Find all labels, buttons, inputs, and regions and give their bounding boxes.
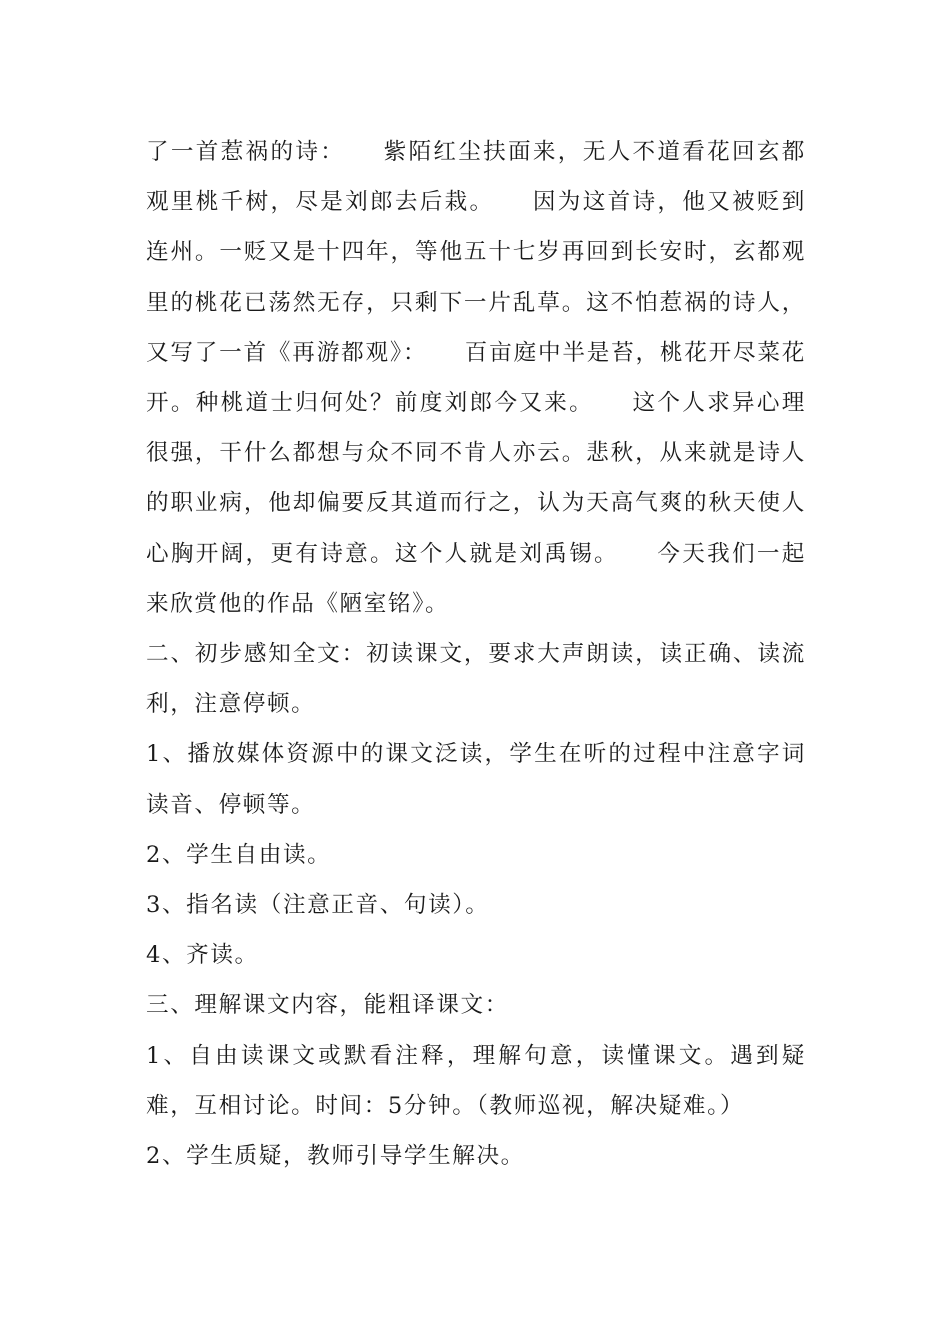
- document-body: [146, 127, 806, 1181]
- list-item: 1、自由读课文或默看注释，理解句意，读懂课文。遇到疑难，互相讨论。时间：5分钟。（教师巡视，解决疑难。）: [146, 1042, 806, 1119]
- section-heading-3: 三、理解课文内容，能粗译课文：: [146, 992, 509, 1019]
- list-item: 4、齐读。: [146, 942, 259, 969]
- list-item: 3、指名读（注意正音、句读）。: [146, 892, 490, 919]
- list-item: 2、学生自由读。: [146, 841, 332, 868]
- paragraph-intro-story: 了一首惹祸的诗： 紫陌红尘扶面来，无人不道看花回玄都观里桃千树，尽是刘郎去后栽。 因为这首诗，他又被贬到连州。一贬又是十四年，等他五十七岁再回到长安时，玄都观里的桃花已荡然无存，只剩下一片乱草。这不怕惹祸的诗人，又写了一首《再游都观》： 百亩庭中半是苔，桃花开尽菜花开。种桃道士归何处？前度刘郎今又来。 这个人求异心理很强，干什么都想与众不同不肯人亦云。悲秋，从来就是诗人的职业病，他却偏要反其道而行之，认为天高气爽的秋天使人心胸开阔，更有诗意。这个人就是刘禹锡。 今天我们一起来欣赏他的作品《陋室铭》。: [146, 139, 806, 617]
- section-heading-2: 二、初步感知全文：初读课文，要求大声朗读，读正确、读流利，注意停顿。: [146, 641, 806, 718]
- list-item: 1、播放媒体资源中的课文泛读，学生在听的过程中注意字词读音、停顿等。: [146, 741, 806, 818]
- list-item: 2、学生质疑，教师引导学生解决。: [146, 1143, 525, 1170]
